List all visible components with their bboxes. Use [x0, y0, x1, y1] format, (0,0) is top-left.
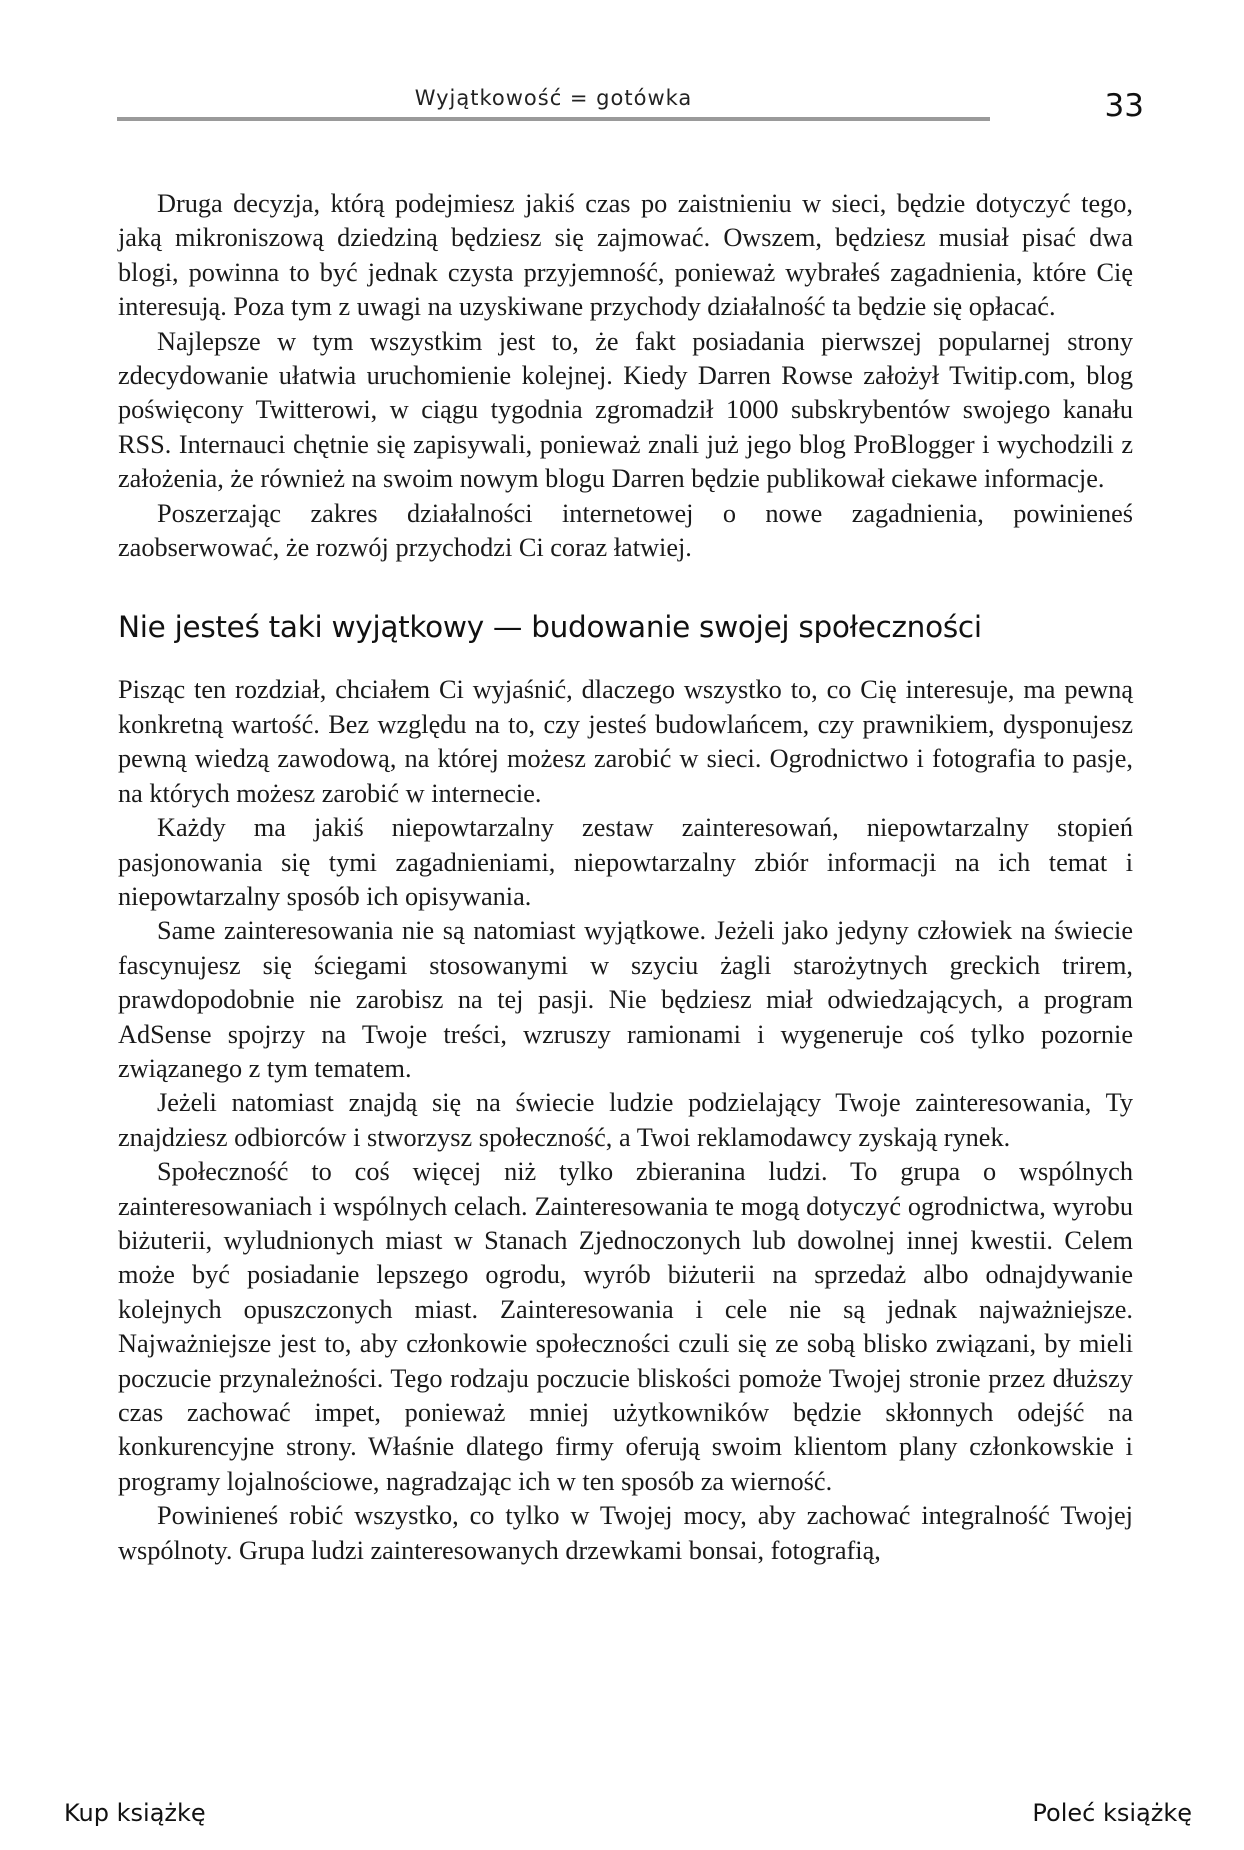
section-paragraph-1: Pisząc ten rozdział, chciałem Ci wyjaśnić, dlaczego wszystko to, co Cię interesuje, ma pewną konkretną wartość. Bez względu na to, czy jesteś budowlańcem, czy prawnikiem, dysponujesz pewną wiedzą zawodową, na której możesz zarobić w sieci. Ogrodnictwo i fotografia to pasje, na których możesz zarobić w internecie.	[118, 675, 1133, 808]
running-head	[117, 86, 990, 122]
section-paragraph-6: Powinieneś robić wszystko, co tylko w Twojej mocy, aby zachować integralność Twojej wspólnoty. Grupa ludzi zainteresowanych drzewkami bonsai, fotografią,	[118, 1501, 1133, 1565]
page-number: 33	[1104, 88, 1144, 124]
buy-book-link[interactable]: Kup książkę	[64, 1799, 206, 1827]
section-paragraph-3: Same zainteresowania nie są natomiast wyjątkowe. Jeżeli jako jedyny człowiek na świecie fascynujesz się ściegami stosowanymi w szyciu żagli starożytnych greckich trirem, prawdopodobnie nie zarobisz na tej pasji. Nie będziesz miał odwiedzających, a program AdSense spojrzy na Twoje treści, wzruszy ramionami i wygeneruje coś tylko pozornie związanego z tym tematem.	[118, 916, 1133, 1083]
running-head-title: Wyjątkowość = gotówka	[414, 86, 693, 110]
section-paragraph-2: Każdy ma jakiś niepowtarzalny zestaw zainteresowań, niepowtarzalny stopień pasjonowania się tymi zagadnieniami, niepowtarzalny zbiór informacji na ich temat i niepowtarzalny sposób ich opisywania.	[118, 813, 1133, 911]
body-paragraph-1: Druga decyzja, którą podejmiesz jakiś czas po zaistnieniu w sieci, będzie dotyczyć tego, jaką mikroniszową dziedziną będziesz się zajmować. Owszem, będziesz musiał pisać dwa blogi, powinna to być jednak czysta przyjemność, ponieważ wybrałeś zagadnienia, które Cię interesują. Poza tym z uwagi na uzyskiwane przychody działalność ta będzie się opłacać.	[118, 189, 1133, 322]
running-head-rule	[117, 117, 990, 121]
page-body	[118, 187, 1133, 1568]
recommend-book-link[interactable]: Poleć książkę	[1032, 1799, 1192, 1827]
body-paragraph-2: Najlepsze w tym wszystkim jest to, że fakt posiadania pierwszej popularnej strony zdecydowanie ułatwia uruchomienie kolejnej. Kiedy Darren Rowse założył Twitip.com, blog poświęcony Twitterowi, w ciągu tygodnia zgromadził 1000 subskrybentów swojego kanału RSS. Internauci chętnie się zapisywali, ponieważ znali już jego blog ProBlogger i wychodzili z założenia, że również na swoim nowym blogu Darren będzie publikował ciekawe informacje.	[118, 326, 1133, 494]
body-paragraph-3: Poszerzając zakres działalności internetowej o nowe zagadnienia, powinieneś zaobserwować, że rozwój przychodzi Ci coraz łatwiej.	[118, 498, 1133, 563]
section-heading: Nie jesteś taki wyjątkowy — budowanie swojej społeczności	[118, 610, 982, 645]
section-paragraph-5: Społeczność to coś więcej niż tylko zbieranina ludzi. To grupa o wspólnych zainteresowaniach i wspólnych celach. Zainteresowania te mogą dotyczyć ogrodnictwa, wyrobu biżuterii, wyludnionych miast w Stanach Zjednoczonych lub dowolnej innej kwestii. Celem może być posiadanie lepszego ogrodu, wyrób biżuterii na sprzedaż albo odnajdywanie kolejnych opuszczonych miast. Zainteresowania i cele nie są jednak najważniejsze. Najważniejsze jest to, aby członkowie społeczności czuli się ze sobą blisko związani, by mieli poczucie przynależności. Tego rodzaju poczucie bliskości pomoże Twojej stronie przez dłuższy czas zachować impet, ponieważ mniej użytkowników będzie skłonnych odejść na konkurencyjne strony. Właśnie dlatego firmy oferują swoim klientom plany członkowskie i programy lojalnościowe, nagradzając ich w ten sposób za wierność.	[118, 1157, 1133, 1496]
section-paragraph-4: Jeżeli natomiast znajdą się na świecie ludzie podzielający Twoje zainteresowania, Ty znajdziesz odbiorców i stworzysz społeczność, a Twoi reklamodawcy zyskają rynek.	[118, 1088, 1133, 1152]
